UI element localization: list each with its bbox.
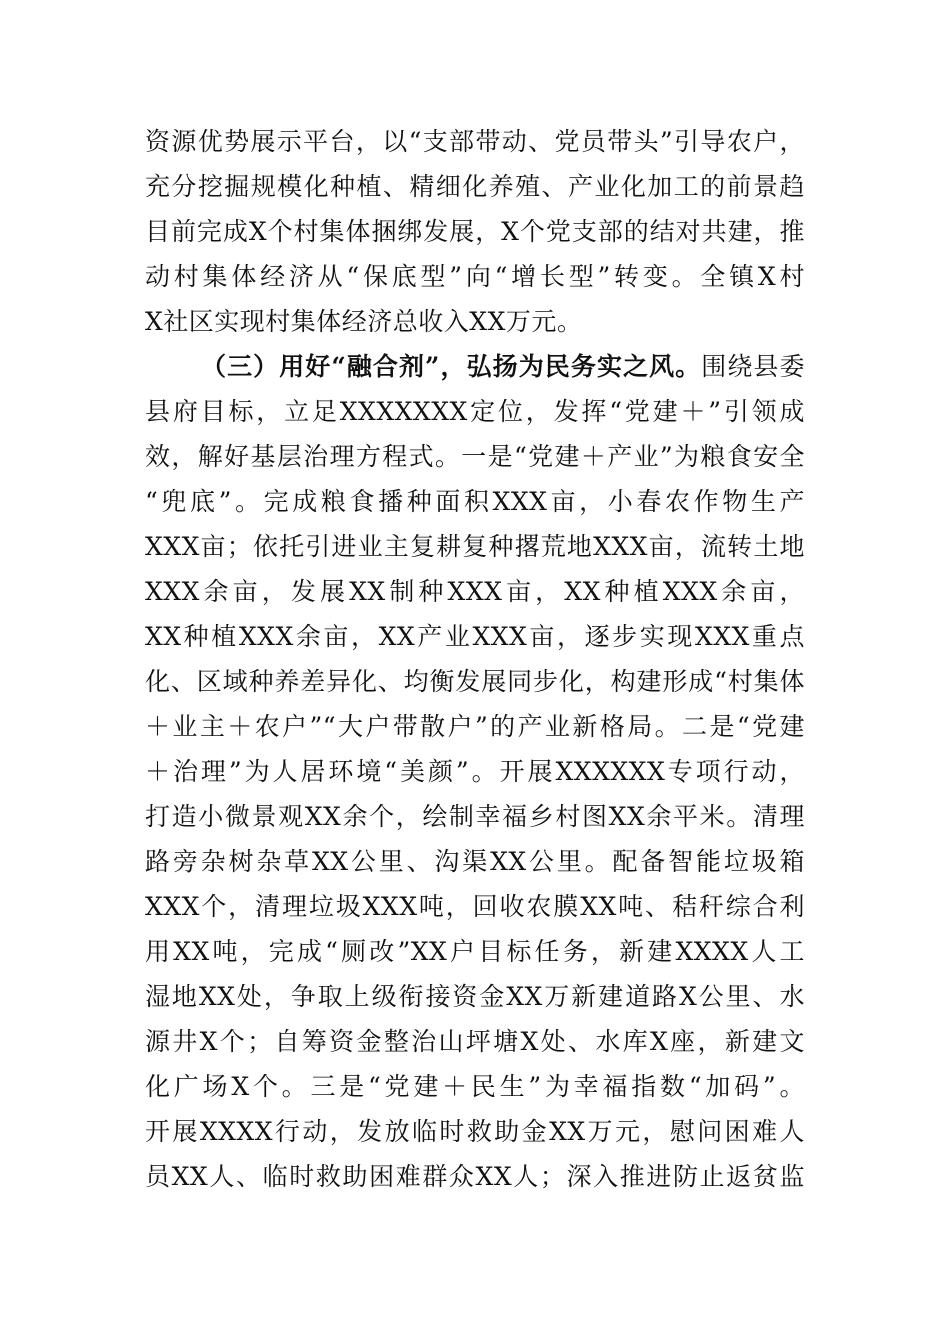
text-line-8: 效，解好基层治理方程式。一是“党建＋产业”为粮食安全 <box>145 442 805 471</box>
text-line-12: XX种植XXX余亩，XX产业XXX亩，逐步实现XXX重点 <box>145 622 805 651</box>
text-line-7: 县府目标，立足XXXXXXX定位，发挥“党建＋”引领成 <box>145 397 805 426</box>
section-heading-tail: 围绕县委 <box>701 352 805 381</box>
text-line-5: X社区实现村集体经济总收入XX万元。 <box>145 307 583 336</box>
text-line-19: 用XX吨，完成“厕改”XX户目标任务，新建XXXX人工 <box>145 937 805 966</box>
text-line-2: 充分挖掘规模化种植、精细化养殖、产业化加工的前景趋 <box>145 172 805 201</box>
section-heading: （三）用好“融合剂”，弘扬为民务实之风。 <box>201 352 702 381</box>
text-line-18: XXX个，清理垃圾XXX吨，回收农膜XX吨、秸秆综合利 <box>145 892 805 921</box>
section-heading-line <box>201 352 805 382</box>
text-line-1: 资源优势展示平台，以“支部带动、党员带头”引导农户， <box>145 127 805 156</box>
text-line-4: 动村集体经济从“保底型”向“增长型”转变。全镇X村 <box>145 262 805 291</box>
text-line-21: 源井X个；自筹资金整治山坪塘X处、水库X座，新建文 <box>145 1027 805 1056</box>
text-line-16: 打造小微景观XX余个，绘制幸福乡村图XX余平米。清理 <box>145 802 805 831</box>
text-line-11: XXX余亩，发展XX制种XXX亩，XX种植XXX余亩， <box>145 577 805 606</box>
text-line-13: 化、区域种养差异化、均衡发展同步化，构建形成“村集体 <box>145 667 805 696</box>
text-line-10: XXX亩；依托引进业主复耕复种撂荒地XXX亩，流转土地 <box>145 532 805 561</box>
text-line-24: 员XX人、临时救助困难群众XX人；深入推进防止返贫监 <box>145 1162 805 1191</box>
text-line-23: 开展XXXX行动，发放临时救助金XX万元，慰问困难人 <box>145 1117 805 1146</box>
text-line-14: ＋业主＋农户”“大户带散户”的产业新格局。二是“党建 <box>145 712 805 741</box>
text-line-22: 化广场X个。三是“党建＋民生”为幸福指数“加码”。 <box>145 1072 805 1101</box>
text-line-17: 路旁杂树杂草XX公里、沟渠XX公里。配备智能垃圾箱 <box>145 847 805 876</box>
text-line-3: 目前完成X个村集体捆绑发展，X个党支部的结对共建，推 <box>145 217 805 246</box>
text-line-9: “兜底”。完成粮食播种面积XXX亩，小春农作物生产 <box>145 487 805 516</box>
text-line-20: 湿地XX处，争取上级衔接资金XX万新建道路X公里、水 <box>145 982 805 1011</box>
text-line-15: ＋治理”为人居环境“美颜”。开展XXXXXX专项行动， <box>145 757 805 786</box>
